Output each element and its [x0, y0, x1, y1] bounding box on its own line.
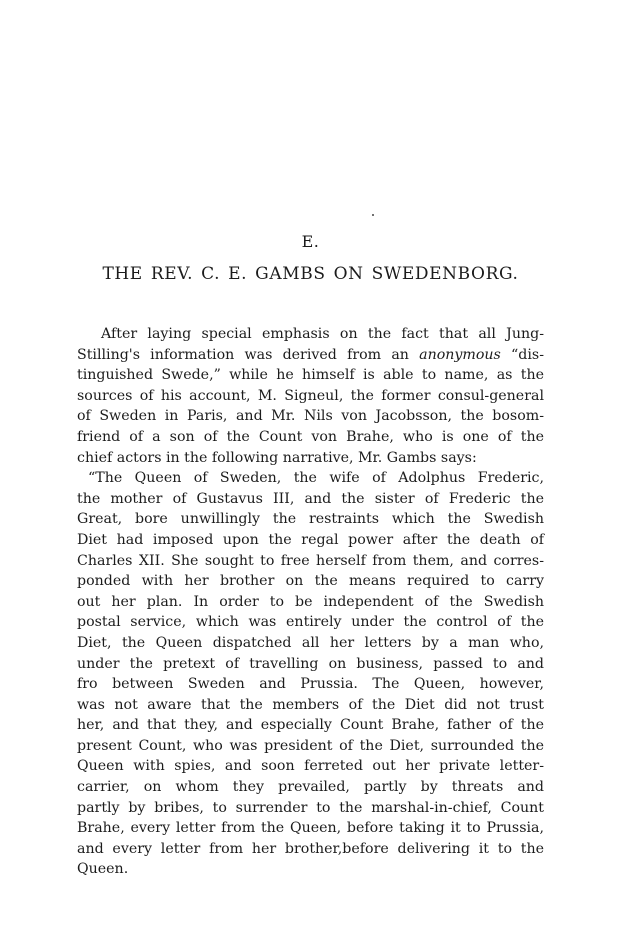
text-line: ponded with her brother on the means required to carry [77, 573, 544, 590]
text-line: carrier, on whom they prevailed, partly by threats and [77, 779, 544, 796]
body-text [77, 324, 544, 880]
paragraph-intro [77, 324, 544, 468]
text-line: fro between Sweden and Prussia. The Queen, however, [77, 676, 544, 693]
italic-emphasis: anonymous [419, 346, 501, 363]
text-line [77, 345, 544, 366]
text-line: tinguished Swede,” while he himself is able to name, as the [77, 367, 544, 384]
print-speck [372, 214, 374, 216]
text-line: out her plan. In order to be independent of the Swedish [77, 593, 544, 610]
text-line: Brahe, every letter from the Queen, before taking it to Prussia, [77, 820, 544, 837]
text-line: Queen. [77, 861, 129, 878]
text-run: “dis- [500, 346, 544, 363]
text-run: Stilling's information was derived from an [77, 346, 420, 363]
text-line: partly by bribes, to surrender to the marshal-in-chief, Count [77, 799, 544, 816]
text-line: After laying special emphasis on the fact that all Jung- [101, 326, 544, 342]
text-line: Diet had imposed upon the regal power after the death of [77, 531, 544, 548]
text-line: of Sweden in Paris, and Mr. Nils von Jacobsson, the bosom- [77, 408, 544, 425]
section-letter: E. [301, 232, 320, 251]
text-line: under the pretext of travelling on business, passed to and [77, 655, 544, 672]
paragraph-quote [77, 468, 544, 880]
text-line: Queen with spies, and soon ferreted out her private letter- [77, 758, 544, 775]
text-line: “The Queen of Sweden, the wife of Adolphus Frederic, [88, 470, 544, 487]
text-line: postal service, which was entirely under the control of the [77, 614, 544, 631]
text-line: Charles XII. She sought to free herself from them, and corres- [77, 552, 544, 569]
text-line: her, and that they, and especially Count Brahe, father of the [77, 717, 544, 734]
chapter-title: THE REV. C. E. GAMBS ON SWEDENBORG. [102, 264, 519, 284]
text-line: Great, bore unwillingly the restraints which the Swedish [77, 511, 544, 528]
text-line: the mother of Gustavus III, and the sister of Frederic the [77, 490, 544, 507]
text-line: Diet, the Queen dispatched all her letters by a man who, [77, 634, 544, 651]
text-line: sources of his account, M. Signeul, the former consul-general [77, 387, 544, 404]
text-line: chief actors in the following narrative, Mr. Gambs says: [77, 449, 477, 466]
text-line: friend of a son of the Count von Brahe, who is one of the [77, 428, 544, 445]
text-line: was not aware that the members of the Diet did not trust [77, 696, 544, 713]
text-line: present Count, who was president of the Diet, surrounded the [77, 737, 544, 754]
text-line: and every letter from her brother,before delivering it to the [77, 840, 544, 857]
